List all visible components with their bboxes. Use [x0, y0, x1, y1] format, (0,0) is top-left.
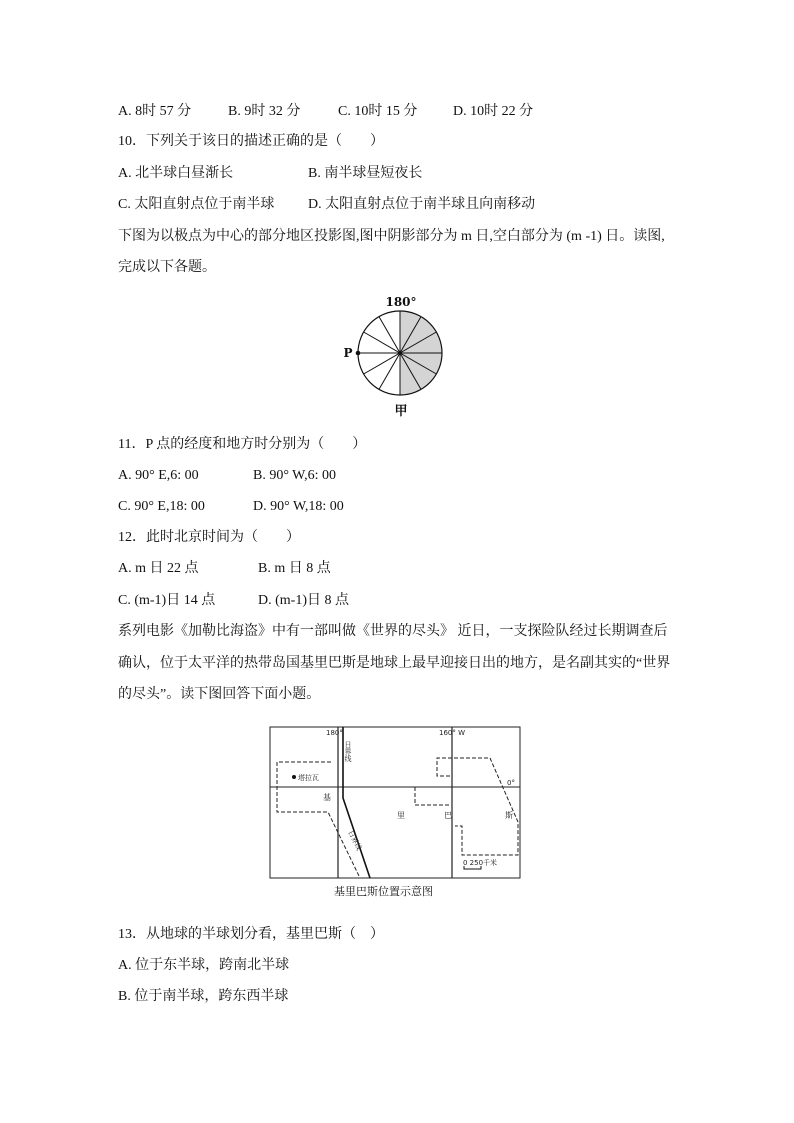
passage-line-2: 确认，位于太平洋的热带岛国基里巴斯是地球上最早迎接日出的地方，是名副其实的“世界: [118, 656, 671, 671]
map-caption: 基里巴斯位置示意图: [334, 886, 433, 898]
q13-option-b: B. 位于南半球，跨东西半球: [118, 989, 289, 1004]
q12-option-a: A. m 日 22 点: [118, 561, 199, 576]
map-180-label: 180°: [326, 729, 343, 737]
q13-stem: 13．从地球的半球划分看，基里巴斯（ ）: [118, 927, 384, 942]
polar-point-p-label: P: [343, 346, 353, 360]
q12-stem: 12．此时北京时间为（ ）: [118, 530, 300, 545]
q11-option-c: C. 90° E,18: 00: [118, 499, 205, 514]
scale-label: 0 250千米: [463, 859, 498, 867]
polar-top-label: 180°: [385, 295, 417, 309]
tarawa-capital-dot: [292, 775, 296, 779]
intro-line-1: 下图为以极点为中心的部分地区投影图,图中阴影部分为 m 日,空白部分为 (m -1) 日。读图,: [118, 229, 665, 244]
tarawa-label: 塔拉瓦: [298, 774, 319, 782]
passage-line-3: 的尽头”。读下图回答下面小题。: [118, 687, 321, 702]
map-equator-label: 0°: [507, 779, 515, 787]
country-char-si: 斯: [505, 811, 513, 820]
q9-option-c: C. 10时 15 分: [338, 104, 418, 119]
q11-option-b: B. 90° W,6: 00: [253, 468, 337, 483]
q13-option-a: A. 位于东半球，跨南北半球: [118, 958, 290, 973]
q9-option-a: A. 8时 57 分: [118, 104, 192, 119]
q10-option-d: D. 太阳直射点位于南半球且向南移动: [308, 197, 536, 212]
date-line-label-bottom: 日界线: [346, 829, 363, 852]
map-160w-label: 160° W: [439, 729, 466, 737]
q9-option-d: D. 10时 22 分: [453, 104, 534, 119]
point-p-marker: [356, 351, 361, 356]
date-line-label-top: 日界线: [344, 741, 352, 762]
q9-option-b: B. 9时 32 分: [228, 104, 301, 119]
q11-option-a: A. 90° E,6: 00: [118, 468, 199, 483]
q12-option-d: D. (m-1)日 8 点: [258, 593, 349, 608]
country-char-ji: 基: [323, 793, 331, 802]
polar-bottom-label: 甲: [394, 404, 408, 419]
country-char-ba: 巴: [444, 811, 452, 820]
kiribati-location-map: [266, 723, 526, 883]
passage-line-1: 系列电影《加勒比海盗》中有一部叫做《世界的尽头》 近日，一支探险队经过长期调查后: [118, 624, 668, 639]
q12-option-c: C. (m-1)日 14 点: [118, 593, 216, 608]
q12-option-b: B. m 日 8 点: [258, 561, 331, 576]
country-char-li: 里: [397, 811, 405, 820]
q10-option-b: B. 南半球昼短夜长: [308, 166, 423, 181]
q10-option-c: C. 太阳直射点位于南半球: [118, 197, 275, 212]
q11-stem: 11．P 点的经度和地方时分别为（ ）: [118, 437, 367, 452]
polar-projection-figure: [330, 288, 470, 422]
q11-option-d: D. 90° W,18: 00: [253, 499, 344, 514]
intro-line-2: 完成以下各题。: [118, 260, 216, 275]
q10-option-a: A. 北半球白昼渐长: [118, 166, 234, 181]
q10-stem: 10．下列关于该日的描述正确的是（ ）: [118, 134, 384, 149]
